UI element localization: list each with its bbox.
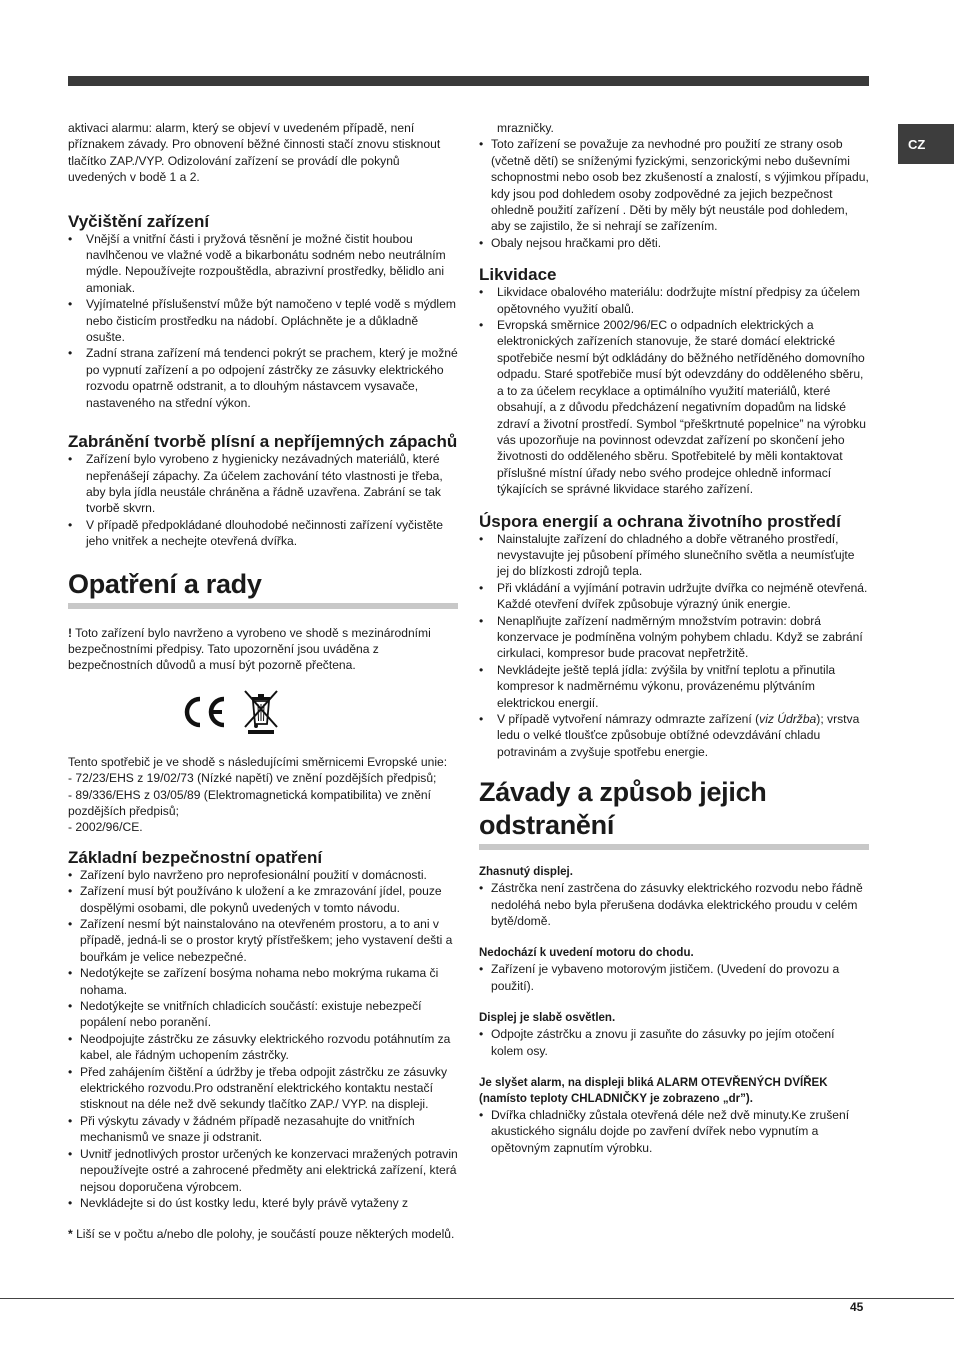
list-item: • V případě předpokládané dlouhodobé nečinnosti zařízení vyčistěte jeho vnitřek a nechejte otevřená dvířka.: [68, 517, 458, 550]
warning-mark: !: [68, 625, 73, 640]
energy-list: [479, 531, 869, 761]
continued-text: mrazničky.: [497, 121, 554, 135]
list-item: • Při výskytu závady v žádném případě nezasahujte do vnitřních mechanismů ve snaze ji odstranit.: [68, 1113, 458, 1146]
faults-title: Závady a způsob jejich odstranění: [479, 777, 767, 841]
list-item: • Nevkládejte ještě teplá jídla: zvýšila by vnitřní teplotu a přinutila kompresor k nadměrnému výkonu, provázenému plýtváním elektrickou energií.: [479, 662, 869, 711]
list-item: • Nenaplňujte zařízení nadměrným množstvím potravin: dobrá konzervace je podmíněna volným pohybem chladu. Když se zabrání cirkulaci, kompresor bude pracovat nepřetržitě.: [479, 613, 869, 662]
safety-list: [68, 867, 458, 1212]
header-rule: [68, 76, 869, 86]
fault-entry: [479, 945, 869, 994]
footnote-mark: *: [68, 1227, 73, 1242]
mould-list: [68, 451, 458, 549]
directive-line: - 89/336/EHS z 03/05/89 (Elektromagnetická kompatibilita) ve znění pozdějších předpisů;: [68, 787, 432, 818]
list-item: • Zařízení nesmí být nainstalováno na otevřeném prostoru, a to ani v případě, jedná-li se o prostor krytý přístřeškem; jeho vystavení dešti a bouřkám je velice nebezpečné.: [68, 916, 458, 965]
language-tab: CZ: [898, 124, 954, 164]
list-item: • Toto zařízení se považuje za nevhodné pro použití ze strany osob (včetně dětí) se sníženými fyzickými, senzorickými nebo duševními schopnostmi nebo osob bez zkušeností a znalostí, s výjimkou případu, kdy jsou pod dohledem osoby zodpovědné za jejich bezpečnost ohledně použití zařízení . Děti by měly být neustále pod dohledem, aby se zajistilo, že si nehrají se zařízením.: [479, 136, 869, 234]
list-item: • Zařízení bylo vyrobeno z hygienicky nezávadných materiálů, které nepřenášejí zápachy. Za účelem zachování této vlastnosti je třeba, aby byla jídla neustále chráněna a řádně uzavřena. Zabrání se tak tvorbě skvrn.: [68, 451, 458, 517]
list-item: • Zástrčka není zastrčena do zásuvky elektrického rozvodu nebo řádně nedoléhá nebo byla přerušena dodávka elektrického proudu v celém bytě/domě.: [479, 880, 869, 929]
warning-paragraph: ! Toto zařízení bylo navrženo a vyrobeno ve shodě s mezinárodními bezpečnostními předpisy. Tato upozornění jsou uváděna z bezpečnostních důvodů a musí být pozorně přečtena.: [68, 625, 431, 673]
cleaning-heading: Vyčištění zařízení: [68, 211, 210, 231]
faults-section-header: [479, 776, 869, 850]
fault-title: Displej je slabě osvětlen.: [479, 1012, 616, 1025]
cleaning-list: [68, 231, 458, 411]
intro-paragraph: aktivaci alarmu: alarm, který se objeví v uvedeném případě, není příznakem závady. Pro obnovení běžné činnosti stačí znovu stisknout tlačítko ZAP./VYP. Odizolování zařízení se provádí dle pokynů uvedených v bodě 1 a 2.: [68, 121, 441, 185]
footer-rule: [0, 1298, 954, 1299]
list-item: • Zařízení bylo navrženo pro neprofesionální použití v domácnosti.: [68, 867, 458, 883]
list-item: • Zadní strana zařízení má tendenci pokrýt se prachem, který je možné po vypnutí zařízení a po odpojení zástrčky ze zásuvky elektrického rozvodu opatrně odstranit, a to dlouhým nástavcem vysavače, nastaveného na střední výkon.: [68, 345, 458, 411]
left-column: [68, 120, 458, 1243]
directives-block: [68, 754, 458, 836]
ce-mark-icon: [180, 695, 228, 729]
list-item: • Evropská směrnice 2002/96/EC o odpadních elektrických a elektronických zařízeních stanovuje, že staré domácí elektrické spotřebiče nesmí být odkládány do běžného netříděného domovního odpadu. Staré spotřebiče musí být odevzdány do odděleného sběru, a to za účelem recyklace a optimálního využití materiálů, které obsahují, a z důvodu předcházení negativním dopadům na lidské zdraví a životní prostředí. Symbol “přeškrtnuté popelnice” na výrobku vás upozorňuje na povinnost odevzdat zařízení po skončení jeho životnosti do odděleného sběru. Spotřebitelé by měli kontaktovat příslušné místní úřady nebo svého prodejce ohledně informací týkajících se správné likvidace starého zařízení.: [479, 317, 869, 497]
list-item: • Nevkládejte si do úst kostky ledu, které byly právě vytaženy z: [68, 1195, 458, 1211]
precautions-title: Opatření a rady: [68, 568, 262, 599]
directive-line: - 2002/96/CE.: [68, 820, 143, 835]
disposal-list: [479, 284, 869, 497]
fault-title: Je slyšet alarm, na displeji bliká ALARM OTEVŘENÝCH DVÍŘEK (namísto teploty CHLADNIČKY je zobrazeno „dr”).: [479, 1077, 828, 1106]
compliance-logos: [180, 688, 458, 736]
list-item: • Uvnitř jednotlivých prostor určených ke konzervaci mražených potravin nepoužívejte ostré a zahrocené předměty ani elektrická zařízení, která nejsou doporučena výrobcem.: [68, 1146, 458, 1195]
list-item: • Likvidace obalového materiálu: dodržujte místní předpisy za účelem opětovného využití obalů.: [479, 284, 869, 317]
directive-line: Tento spotřebič je ve shodě s následujícími směrnicemi Evropské unie:: [68, 754, 448, 769]
fault-entry: [479, 1075, 869, 1156]
list-item: • Odpojte zástrčku a znovu ji zasuňte do zásuvky po jejím otočení kolem osy.: [479, 1026, 869, 1059]
list-item: • Před zahájením čištění a údržby je třeba odpojit zástrčku ze zásuvky elektrického rozvodu.Pro odstranění elektrického kontaktu nestačí stisknout na déle než dvě sekundy tlačítko ZAP./ VYP. na displeji.: [68, 1064, 458, 1113]
fault-title: Nedochází k uvedení motoru do chodu.: [479, 947, 694, 960]
list-item: • Nainstalujte zařízení do chladného a dobře větraného prostředí, nevystavujte jej působení přímého slunečního světla a neumísťujte jej do blízkosti zdrojů tepla.: [479, 531, 869, 580]
energy-heading: Úspora energií a ochrana životního prostředí: [479, 511, 841, 531]
weee-bin-icon: [242, 688, 280, 736]
directive-line: - 72/23/EHS z 19/02/73 (Nízké napětí) ve znění pozdějších předpisů;: [68, 771, 437, 786]
precautions-section-header: [68, 568, 458, 609]
list-item: • Nedotýkejte se vnitřních chladicích součástí: existuje nebezpečí popálení nebo poranění.: [68, 998, 458, 1031]
list-item: • V případě vytvoření námrazy odmrazte zařízení (viz Údržba); vrstva ledu o velké tloušťce způsobuje obtížné odevzdávání chladu potravinám a zvyšuje spotřebu energie.: [479, 711, 869, 760]
list-item: • Vnější a vnitřní části i pryžová těsnění je možné čistit houbou navlhčenou ve vlažné vodě a bikarbonátu sodném nebo neutrálním mýdle. Nepoužívejte rozpouštědla, abrazivní prostředky, bělidlo ani amoniak.: [68, 231, 458, 297]
right-column: [479, 120, 869, 1156]
list-item: • Zařízení musí být používáno k uložení a ke zmrazování jídel, pouze dospělými osobami, dle pokynů uvedených v tomto návodu.: [68, 883, 458, 916]
list-item: • Dvířka chladničky zůstala otevřená déle než dvě minuty.Ke zrušení akustického signálu dojde po zavření dvířek nebo vypnutím a opětovným zapnutím výrobku.: [479, 1107, 869, 1156]
fault-entry: [479, 1010, 869, 1059]
list-item: • Obaly nejsou hračkami pro děti.: [479, 235, 869, 251]
mould-heading: Zabránění tvorbě plísní a nepříjemných zápachů: [68, 432, 458, 452]
safety-heading: Základní bezpečnostní opatření: [68, 847, 323, 867]
safety-list-continued: [479, 136, 869, 251]
list-item: • Nedotýkejte se zařízení bosýma nohama nebo mokrýma rukama či nohama.: [68, 965, 458, 998]
fault-title: Zhasnutý displej.: [479, 866, 573, 879]
fault-entry: [479, 864, 869, 929]
list-item: • Zařízení je vybaveno motorovým jističem. (Uvedení do provozu a použití).: [479, 961, 869, 994]
page-number: 45: [850, 1300, 864, 1314]
footnote: * Liší se v počtu a/nebo dle polohy, je součástí pouze některých modelů.: [68, 1227, 455, 1242]
list-item: • Neodpojujte zástrčku ze zásuvky elektrického rozvodu potáhnutím za kabel, ale řádným uchopením zástrčky.: [68, 1031, 458, 1064]
list-item: • Při vkládání a vyjímání potravin udržujte dvířka co nejméně otevřená. Každé otevření dvířek způsobuje výrazný únik energie.: [479, 580, 869, 613]
disposal-heading: Likvidace: [479, 265, 557, 285]
list-item: • Vyjímatelné příslušenství může být namočeno v teplé vodě s mýdlem nebo čisticím prostředku na nádobí. Opláchněte je a důkladně osušte.: [68, 296, 458, 345]
